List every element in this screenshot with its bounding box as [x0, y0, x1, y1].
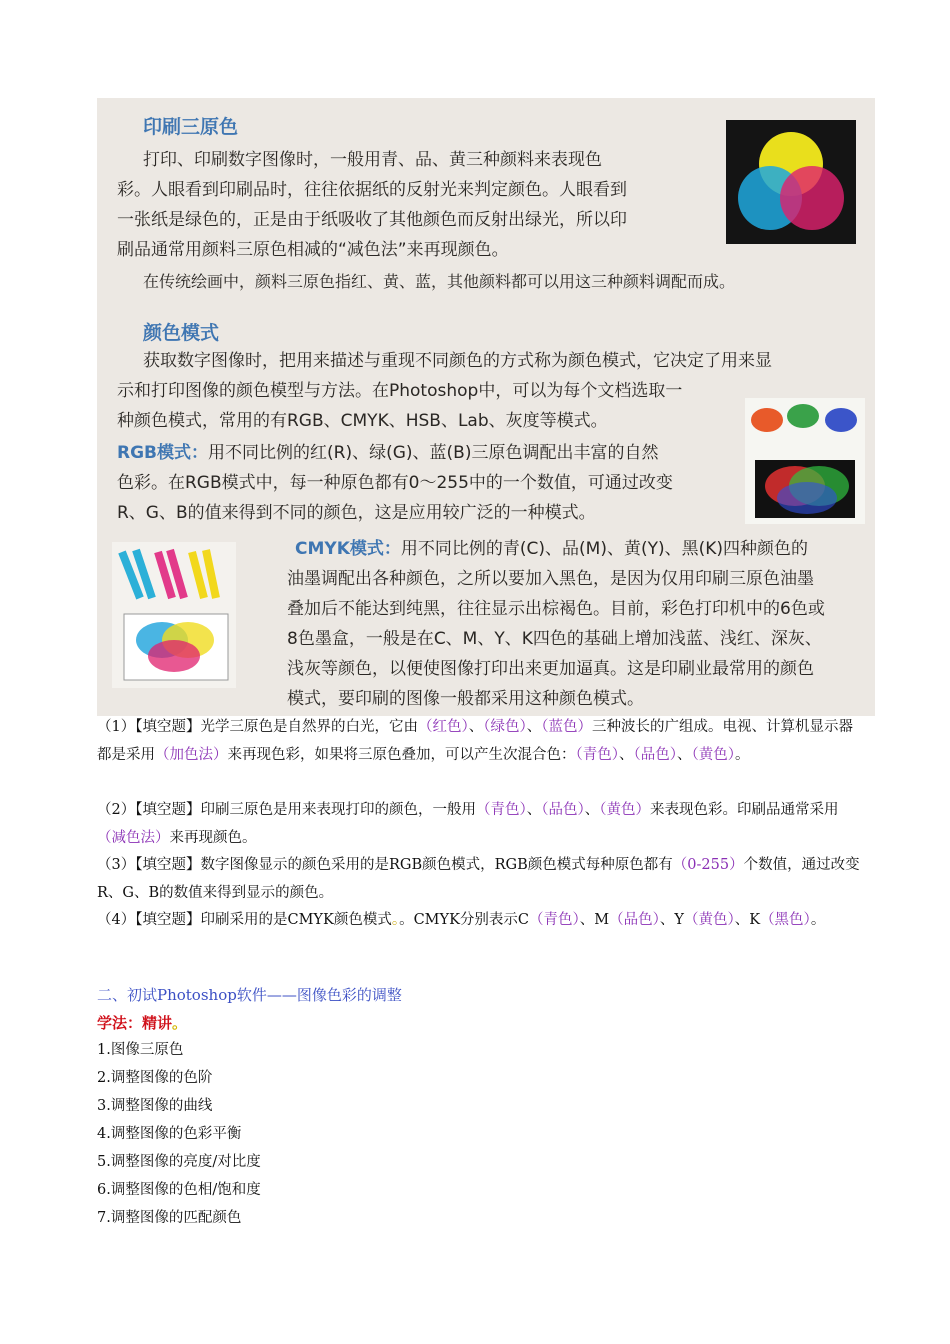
answer: （青色）	[529, 912, 580, 928]
question-text: （3）【填空题】数字图像显示的颜色采用的是RGB颜色模式，RGB颜色模式每种原色都有	[97, 857, 673, 873]
question-text: 、	[584, 802, 600, 818]
question-text: 、K	[734, 912, 761, 928]
textbook-scan-image	[97, 98, 875, 716]
list-item: 5.调整图像的亮度/对比度	[97, 1154, 261, 1170]
answer: （青色）	[575, 746, 619, 763]
list-item: 6.调整图像的色相/饱和度	[97, 1182, 261, 1198]
answer: （减色法）	[97, 829, 170, 846]
scan-line-rgb	[117, 438, 658, 468]
scan-line: 一张纸是绿色的，正是由于纸吸收了其他颜色而反射出绿光，所以印	[117, 210, 627, 230]
highlight-mark: 。	[391, 912, 400, 928]
method-label	[97, 1012, 187, 1033]
rgb-figure	[745, 398, 865, 524]
list-item: 7.调整图像的匹配颜色	[97, 1210, 242, 1226]
answer: （红色）	[417, 719, 469, 735]
cmyk-figure	[112, 542, 236, 688]
scan-line: 8色墨盒，一般是在C、M、Y、K四色的基础上增加浅蓝、浅红、深灰、	[287, 629, 822, 649]
question-text: 。	[810, 912, 826, 928]
scan-line: 打印、印刷数字图像时，一般用青、品、黄三种颜料来表现色	[143, 150, 602, 170]
highlight-mark: 。	[172, 1014, 188, 1032]
question-2	[97, 797, 867, 852]
question-text: 来表现色彩。印刷品通常采用	[649, 802, 839, 818]
method-text: 学法：精讲	[97, 1014, 173, 1032]
answer: （品色）	[609, 912, 660, 928]
answer: （黄色）	[691, 746, 735, 763]
question-1	[97, 714, 867, 769]
question-text: 、	[468, 719, 484, 735]
section-title-color-modes: 颜色模式	[143, 322, 220, 344]
scan-line: 模式，要印刷的图像一般都采用这种颜色模式。	[287, 689, 644, 709]
scan-line-cmyk	[295, 534, 808, 564]
answer: （黄色）	[599, 802, 650, 818]
answer: （黄色）	[683, 912, 735, 928]
rgb-mode-label: RGB模式：	[117, 443, 209, 463]
scan-line: 油墨调配出各种颜色，之所以要加入黑色，是因为仅用印刷三原色油墨	[287, 569, 814, 589]
scan-text: 用不同比例的红(R)、绿(G)、蓝(B)三原色调配出丰富的自然	[208, 443, 659, 463]
scan-line: 刷品通常用颜料三原色相减的“减色法”来再现颜色。	[117, 240, 509, 260]
question-text: 、	[526, 719, 542, 735]
topic-list	[97, 1036, 261, 1232]
answer: （黑色）	[760, 912, 811, 928]
cmy-circles-figure	[726, 120, 856, 244]
cmyk-mode-label: CMYK模式：	[295, 539, 401, 559]
question-text: （1）【填空题】光学三原色是自然界的白光，它由	[97, 719, 418, 735]
question-text: 、Y	[659, 912, 684, 928]
scan-line: 获取数字图像时，把用来描述与重现不同颜色的方式称为颜色模式，它决定了用来显	[143, 351, 772, 371]
scan-line: 彩。人眼看到印刷品时，往往依据纸的反射光来判定颜色。人眼看到	[117, 180, 627, 200]
question-text: 。	[735, 746, 750, 763]
list-item: 3.调整图像的曲线	[97, 1098, 213, 1114]
question-text: 。CMYK分别表示C	[399, 912, 530, 928]
answer: （蓝色）	[541, 719, 592, 735]
question-text: 来再现颜色。	[169, 829, 257, 846]
scan-line: 在传统绘画中，颜料三原色指红、黄、蓝，其他颜料都可以用这三种颜料调配而成。	[143, 272, 736, 291]
question-text: （2）【填空题】印刷三原色是用来表现打印的颜色，一般用	[97, 802, 476, 818]
answer: （青色）	[475, 802, 527, 818]
scan-line: 色彩。在RGB模式中，每一种原色都有0～255中的一个数值，可通过改变	[117, 473, 673, 493]
scan-line: 浅灰等颜色，以便使图像打印出来更加逼真。这是印刷业最常用的颜色	[287, 659, 814, 679]
question-text: 、	[526, 802, 542, 818]
answer: （0-255）	[672, 857, 744, 873]
scan-line: 示和打印图像的颜色模型与方法。在Photoshop中，可以为每个文档选取一	[117, 381, 683, 401]
scan-line: 叠加后不能达到纯黑，往往显示出棕褐色。目前，彩色打印机中的6色或	[287, 599, 825, 619]
section-heading: 二、初试Photoshop软件——图像色彩的调整	[97, 986, 402, 1004]
question-text: （4）【填空题】印刷采用的是CMYK颜色模式	[97, 912, 392, 928]
question-text: 个数值，通过改变R、G、B的数值来得到显示的颜色。	[97, 857, 860, 901]
answer: （绿色）	[483, 719, 527, 735]
section-title-print-primaries: 印刷三原色	[143, 116, 239, 138]
scan-line: 种颜色模式，常用的有RGB、CMYK、HSB、Lab、灰度等模式。	[117, 411, 608, 431]
answer: （品色）	[541, 802, 585, 818]
scan-line: R、G、B的值来得到不同的颜色，这是应用较广泛的一种模式。	[117, 503, 596, 523]
question-text: 来再现色彩，如果将三原色叠加，可以产生次混合色：	[227, 746, 576, 763]
question-3	[97, 852, 867, 907]
question-4	[97, 907, 867, 935]
question-text: 、	[619, 746, 634, 763]
question-text: 三种波长的广组成。电视、计算机显示器都是采用	[97, 719, 853, 763]
answer: （加色法）	[155, 746, 228, 763]
question-text: 、M	[579, 912, 610, 928]
answer: （品色）	[633, 746, 677, 763]
question-text: 、	[677, 746, 692, 763]
list-item: 2.调整图像的色阶	[97, 1070, 213, 1086]
list-item: 1.图像三原色	[97, 1042, 184, 1058]
scan-text: 用不同比例的青(C)、品(M)、黄(Y)、黑(K)四种颜色的	[400, 539, 809, 559]
list-item: 4.调整图像的色彩平衡	[97, 1126, 242, 1142]
